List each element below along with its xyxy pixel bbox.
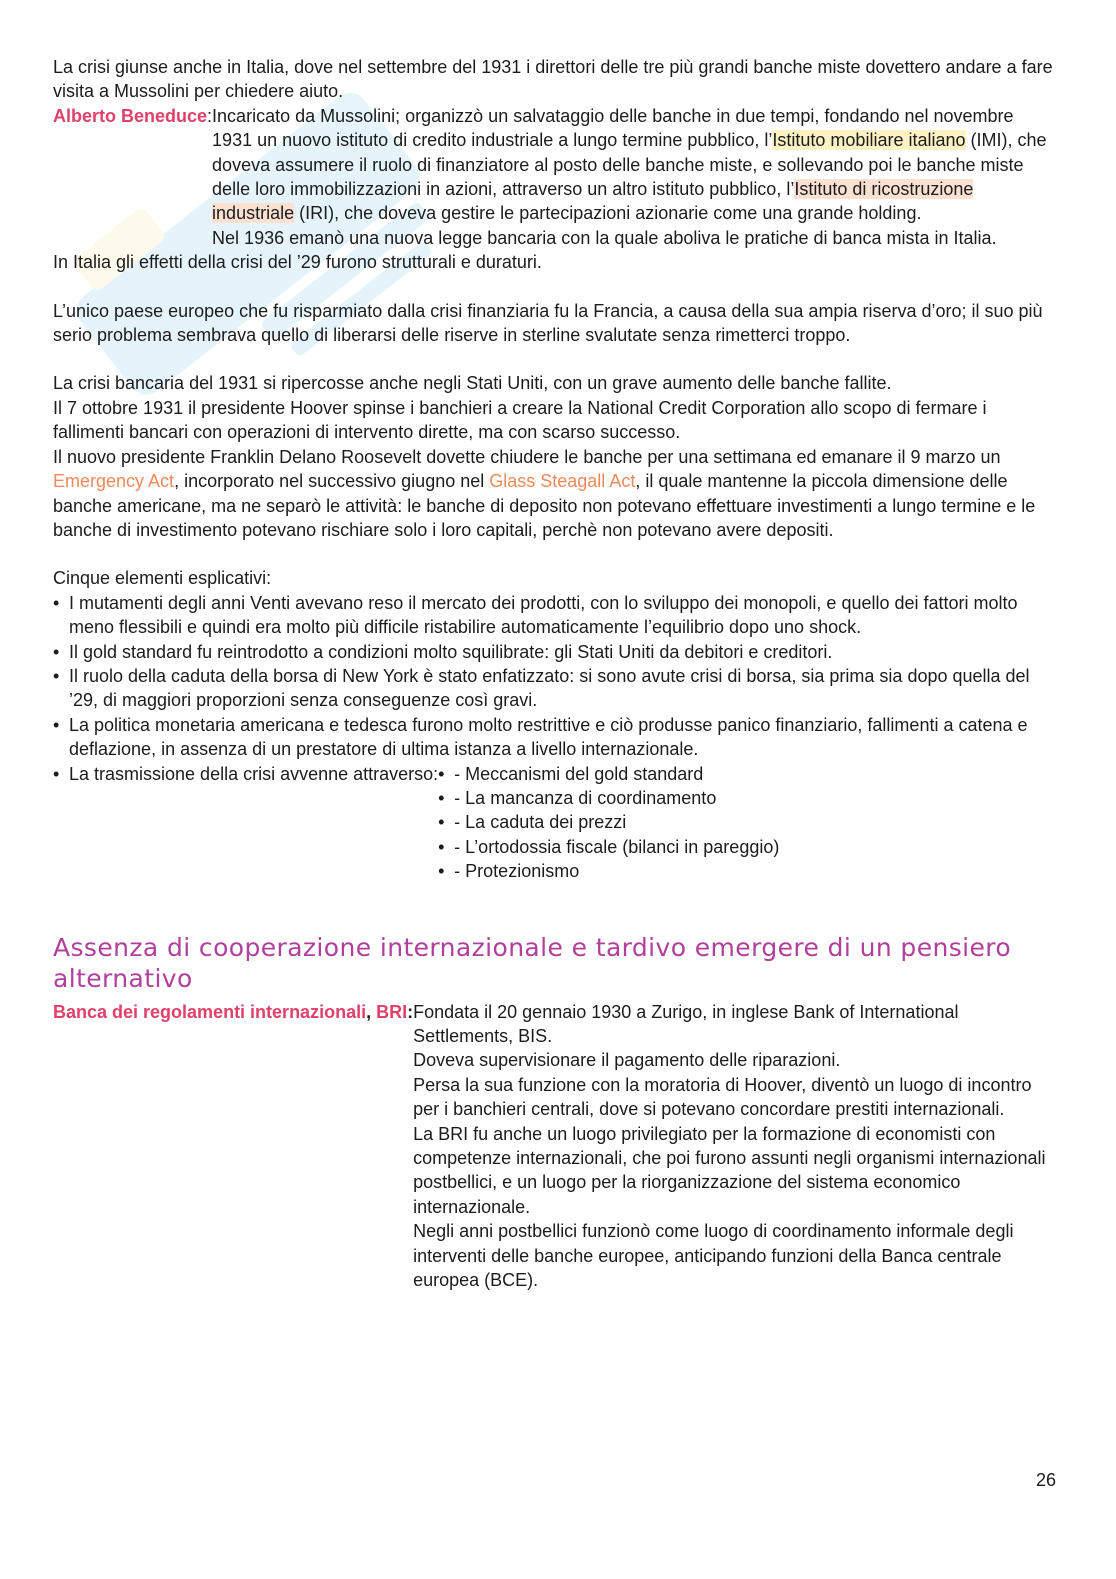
- transmission-sublist: [438, 762, 779, 884]
- bri-line: Fondata il 20 gennaio 1930 a Zurigo, in inglese Bank of International Settlements, BIS.: [413, 1001, 959, 1046]
- transmission-block: [69, 762, 1058, 884]
- paragraph-france: L’unico paese europeo che fu risparmiato dalla crisi finanziaria fu la Francia, a causa della sua ampia riserva d’oro; il suo più serio problema sembrava quello di liberarsi delle riserve in sterline svalutate senza rimetterci troppo.: [53, 300, 1043, 346]
- sublist-item: • - Protezionismo: [438, 859, 779, 883]
- paragraph-five-elements: Cinque elementi esplicativi:: [53, 568, 272, 589]
- section-heading: Assenza di cooperazione internazionale e tardivo emergere di un pensiero alternativo: [53, 932, 1012, 993]
- text-run: , incorporato nel successivo giugno nel: [174, 471, 490, 492]
- definition-bri: [53, 1000, 1058, 1293]
- highlight-iri: Istituto di ricostruzione industriale: [212, 179, 974, 224]
- paragraph-italy-effects: In Italia gli effetti della crisi del ’29 furono strutturali e duraturi.: [53, 252, 542, 273]
- text-run: (IRI), che doveva gestire le partecipazioni azionarie come una grande holding.: [294, 203, 922, 224]
- sublist-item: • - La caduta dei prezzi: [438, 810, 779, 834]
- paragraph-us-banking-crisis: La crisi bancaria del 1931 si ripercosse anche negli Stati Uniti, con un grave aumento delle banche fallite.: [53, 373, 892, 394]
- term-alberto-beneduce: Alberto Beneduce: [53, 105, 208, 126]
- beneduce-description: [212, 104, 1058, 226]
- bullet-list: [53, 591, 1058, 884]
- term-comma: ,: [366, 1001, 377, 1022]
- definition-term: [53, 104, 212, 250]
- text-run: Il nuovo presidente Franklin Delano Roosevelt dovette chiudere le banche per una settimana ed emanare il 9 marzo un: [53, 446, 1001, 467]
- list-item: • Il gold standard fu reintrodotto a condizioni molto squilibrate: gli Stati Uniti da debitori e creditori.: [53, 640, 1058, 664]
- bri-line: Doveva supervisionare il pagamento delle riparazioni.: [413, 1050, 841, 1071]
- paragraph-hoover: Il 7 ottobre 1931 il presidente Hoover spinse i banchieri a creare la National Credit Corporation allo scopo di fermare i fallimenti bancari con operazioni di intervento dirette, ma con scarso successo.: [53, 397, 987, 443]
- text-run: (IMI), che doveva assumere il ruolo di finanziatore al posto delle banche miste, e sollevando poi le banche miste delle loro immobilizzazioni in azioni, attraverso un altro istituto pubblico, l’: [212, 130, 1047, 200]
- definition-body: [413, 1000, 1058, 1293]
- term-bri: BRI: [376, 1001, 408, 1022]
- list-item: • La politica monetaria americana e tedesca furono molto restrittive e ciò produsse panico finanziario, fallimenti a catena e deflazione, in assenza di un prestatore di ultima istanza a livello internazionale.: [53, 713, 1058, 762]
- term-emergency-act: Emergency Act: [53, 471, 175, 492]
- bri-line: Persa la sua funzione con la moratoria di Hoover, diventò un luogo di incontro per i banchieri centrali, dove si potevano concordare prestiti internazionali.: [413, 1074, 1032, 1120]
- definition-term: [53, 1000, 413, 1293]
- highlight-imi: Istituto mobiliare italiano: [772, 130, 966, 151]
- term-glass-steagall-act: Glass Steagall Act: [489, 471, 636, 492]
- list-item-transmission: [53, 762, 1058, 884]
- bri-line: Negli anni postbellici funzionò come luogo di coordinamento informale degli interventi delle banche europee, anticipando funzioni della Banca centrale europea (BCE).: [413, 1221, 1014, 1291]
- page-number: 26: [1035, 1470, 1056, 1490]
- list-item: • I mutamenti degli anni Venti avevano reso il mercato dei prodotti, con lo sviluppo dei monopoli, e quello dei fattori molto meno flessibili e quindi era molto più difficile ristabilire automaticamente l’equilibrio dopo uno shock.: [53, 591, 1058, 640]
- paragraph-italy-crisis: La crisi giunse anche in Italia, dove nel settembre del 1931 i direttori delle tre più grandi banche miste dovettero andare a fare visita a Mussolini per chiedere aiuto.: [53, 57, 1053, 102]
- definition-beneduce: [53, 104, 1058, 250]
- list-item: • Il ruolo della caduta della borsa di New York è stato enfatizzato: si sono avute crisi di borsa, sia prima sia dopo quella del ’29, di maggiori proporzioni senza conseguenze così gravi.: [53, 664, 1058, 713]
- term-bri-full: Banca dei regolamenti internazionali: [53, 1001, 367, 1022]
- term-separator: :: [407, 1001, 414, 1022]
- bri-line: La BRI fu anche un luogo privilegiato per la formazione di economisti con competenze internazionali, che poi furono assunti negli organismi internazionali postbellici, e un luogo per la riorganizzazione del sistema economico internazionale.: [413, 1123, 1046, 1217]
- transmission-lead: • La trasmissione della crisi avvenne attraverso:: [69, 763, 439, 784]
- term-separator: :: [207, 105, 213, 126]
- sublist-item: • - Meccanismi del gold standard: [438, 762, 779, 786]
- text-run: Incaricato da Mussolini; organizzò un salvataggio delle banche in due tempi, fondando nel novembre 1931 un nuovo istituto di credito industriale a lungo termine pubblico, l’: [212, 105, 1014, 151]
- sublist-item: • - La mancanza di coordinamento: [438, 786, 779, 810]
- beneduce-1936-law: Nel 1936 emanò una nuova legge bancaria con la quale aboliva le pratiche di banca mista in Italia.: [212, 227, 997, 248]
- sublist-item: • - L’ortodossia fiscale (bilanci in pareggio): [438, 835, 779, 859]
- text-run: , il quale mantenne la piccola dimensione delle banche americane, ma ne separò le attività: le banche di deposito non potevano effettuare investimenti a lungo termine e le banche di investimento potevano rischiare solo i loro capitali, perchè non potevano avere depositi.: [53, 471, 1036, 540]
- definition-body: [212, 104, 1058, 250]
- document-page: [53, 55, 1058, 1292]
- paragraph-roosevelt: [53, 445, 1058, 543]
